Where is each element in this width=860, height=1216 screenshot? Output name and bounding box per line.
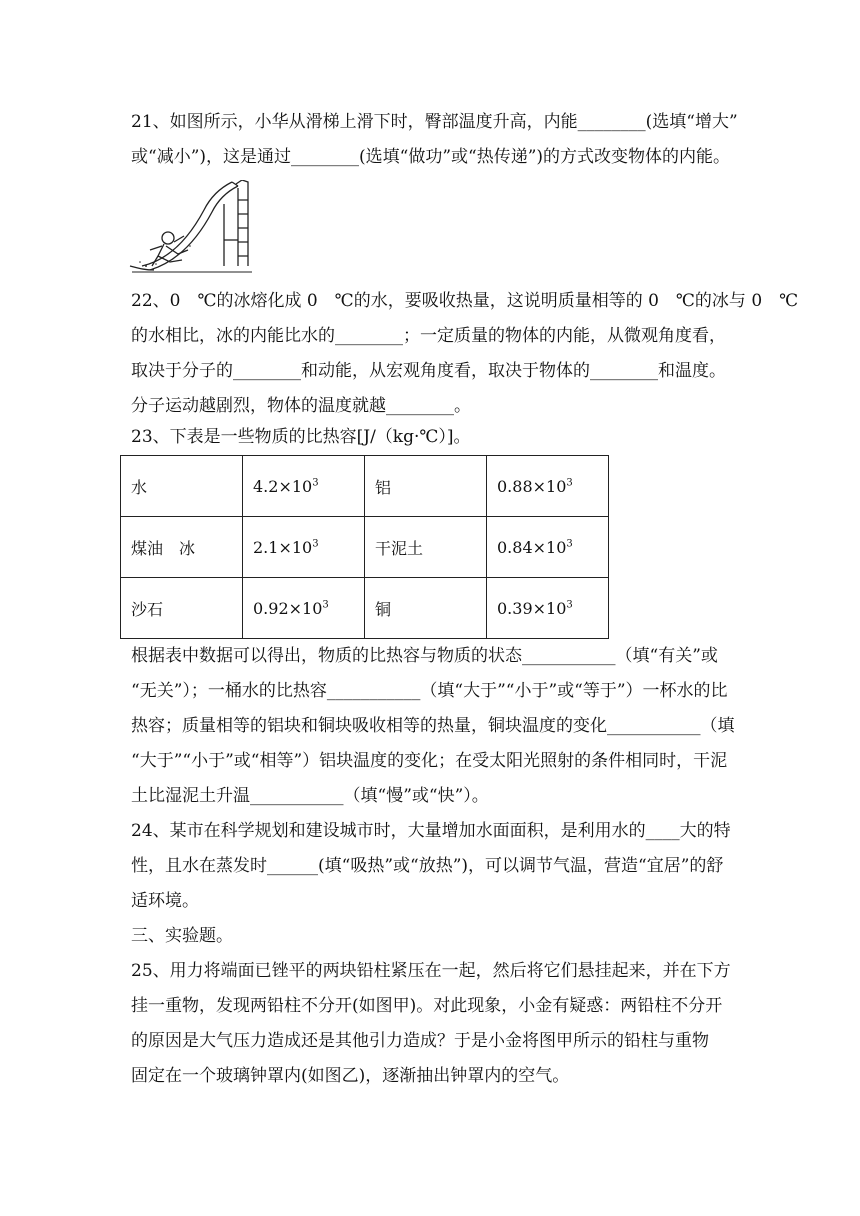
- q21-line-1: 21、如图所示，小华从滑梯上滑下时，臀部温度升高，内能________(选填“增大”: [131, 112, 738, 132]
- table-cell: 沙石: [121, 578, 243, 639]
- table-cell: 煤油 冰: [121, 517, 243, 578]
- cell-exponent: 3: [312, 538, 319, 550]
- q23-line-4: “大于”“小于”或“相等”）铝块温度的变化；在受太阳光照射的条件相同时，干泥: [131, 751, 728, 771]
- cell-exponent: 3: [322, 599, 329, 611]
- table-cell: 水: [121, 456, 243, 517]
- q21-line-2: 或“减小”)，这是通过________(选填“做功”或“热传递”)的方式改变物体的内能。: [131, 147, 731, 167]
- cell-mantissa: 4.2×10: [253, 476, 313, 496]
- table-cell: [487, 456, 609, 517]
- q22-line-4: 分子运动越剧烈，物体的温度就越________。: [131, 396, 471, 416]
- q23-line-5: 土比湿泥土升温___________（填“慢”或“快”）。: [131, 786, 489, 806]
- q23-line-3: 热容；质量相等的铝块和铜块吸收相等的热量，铜块温度的变化___________（填: [131, 716, 735, 736]
- table-row: [121, 517, 609, 578]
- q23-intro: 23、下表是一些物质的比热容[J/（kg·℃）]。: [131, 427, 471, 447]
- q24-line-1: 24、某市在科学规划和建设城市时，大量增加水面面积，是利用水的____大的特: [131, 821, 731, 841]
- cell-exponent: 3: [312, 477, 319, 489]
- table-cell: 铝: [365, 456, 487, 517]
- cell-mantissa: 0.88×10: [497, 476, 567, 496]
- table-cell: [243, 517, 365, 578]
- q24-line-2: 性，且水在蒸发时______(填“吸热”或“放热”)，可以调节气温，营造“宜居”的舒: [131, 856, 724, 876]
- q25-line-2: 挂一重物，发现两铅柱不分开(如图甲)。对此现象，小金有疑惑：两铅柱不分开: [131, 996, 723, 1016]
- q23-line-2: “无关”）；一桶水的比热容___________（填“大于”“小于”或“等于”）一杯水的比: [131, 681, 728, 701]
- q22-line-3: 取决于分子的________和动能，从宏观角度看，取决于物体的________和温度。: [131, 361, 726, 381]
- q25-line-1: 25、用力将端面已锉平的两块铅柱紧压在一起，然后将它们悬挂起来，并在下方: [131, 961, 731, 981]
- table-row: [121, 456, 609, 517]
- q22-line-1: 22、0 ℃的冰熔化成 0 ℃的水，要吸收热量，这说明质量相等的 0 ℃的冰与 0 ℃: [131, 291, 799, 311]
- q25-line-4: 固定在一个玻璃钟罩内(如图乙)，逐渐抽出钟罩内的空气。: [131, 1066, 570, 1086]
- section-heading: 三、实验题。: [131, 926, 233, 946]
- cell-mantissa: 0.92×10: [253, 598, 323, 618]
- cell-mantissa: 0.39×10: [497, 598, 567, 618]
- table-cell: [243, 456, 365, 517]
- table-row: [121, 578, 609, 639]
- cell-exponent: 3: [566, 538, 573, 550]
- slide-illustration: [128, 180, 254, 276]
- q22-line-2: 的水相比，冰的内能比水的________；一定质量的物体的内能，从微观角度看，: [131, 326, 726, 346]
- cell-exponent: 3: [566, 599, 573, 611]
- table-cell: [487, 578, 609, 639]
- table-cell: [487, 517, 609, 578]
- table-cell: 干泥土: [365, 517, 487, 578]
- table-cell: 铜: [365, 578, 487, 639]
- cell-mantissa: 2.1×10: [253, 537, 313, 557]
- cell-mantissa: 0.84×10: [497, 537, 567, 557]
- q24-line-3: 适环境。: [131, 891, 199, 911]
- q23-line-1: 根据表中数据可以得出，物质的比热容与物质的状态___________（填“有关”或: [131, 646, 718, 666]
- q25-line-3: 的原因是大气压力造成还是其他引力造成？于是小金将图甲所示的铅柱与重物: [131, 1031, 709, 1051]
- cell-exponent: 3: [566, 477, 573, 489]
- specific-heat-table: [120, 455, 609, 639]
- table-cell: [243, 578, 365, 639]
